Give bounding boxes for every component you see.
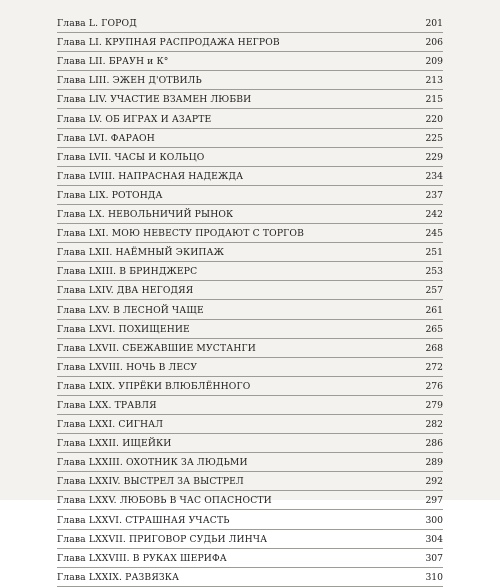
chapter-title: Глава LXXVII. ПРИГОВОР СУДЬИ ЛИНЧА — [57, 533, 268, 545]
chapter-title: Глава LXIII. В БРИНДЖЕРС — [57, 266, 198, 278]
chapter-title: Глава LXXIV. ВЫСТРЕЛ ЗА ВЫСТРЕЛ — [57, 476, 244, 488]
toc-entry — [57, 568, 443, 587]
chapter-title: Глава LXII. НАЁМНЫЙ ЭКИПАЖ — [57, 247, 225, 259]
chapter-title: Глава LXV. В ЛЕСНОЙ ЧАЩЕ — [57, 304, 204, 316]
toc-entry — [57, 109, 443, 128]
page-number: 209 — [425, 56, 443, 68]
toc-entry — [57, 453, 443, 472]
page-number: 253 — [425, 266, 443, 278]
toc-entry — [57, 129, 443, 148]
chapter-title: Глава LXVIII. НОЧЬ В ЛЕСУ — [57, 361, 198, 373]
chapter-title: Глава LXVI. ПОХИЩЕНИЕ — [57, 323, 190, 335]
chapter-title: Глава LXX. ТРАВЛЯ — [57, 399, 157, 411]
toc-entry — [57, 510, 443, 529]
chapter-title: Глава LXIV. ДВА НЕГОДЯЯ — [57, 285, 194, 297]
toc-entry — [57, 396, 443, 415]
chapter-title: Глава LXXII. ИЩЕЙКИ — [57, 438, 172, 450]
page-number: 215 — [425, 94, 443, 106]
toc-entry — [57, 491, 443, 510]
chapter-title: Глава LXVII. СБЕЖАВШИЕ МУСТАНГИ — [57, 342, 256, 354]
chapter-title: Глава LXXI. СИГНАЛ — [57, 419, 164, 431]
toc-entry — [57, 186, 443, 205]
page-number: 297 — [425, 495, 443, 507]
chapter-title: Глава LVIII. НАПРАСНАЯ НАДЕЖДА — [57, 170, 244, 182]
toc-entry — [57, 320, 443, 339]
chapter-title: Глава LXI. МОЮ НЕВЕСТУ ПРОДАЮТ С ТОРГОВ — [57, 228, 304, 240]
chapter-title: Глава LXXIX. РАЗВЯЗКА — [57, 571, 180, 583]
chapter-title: Глава LI. КРУПНАЯ РАСПРОДАЖА НЕГРОВ — [57, 37, 280, 49]
page-number: 310 — [425, 571, 443, 583]
toc-entry — [57, 339, 443, 358]
toc-entry — [57, 549, 443, 568]
toc-entry — [57, 33, 443, 52]
chapter-title: Глава LXXV. ЛЮБОВЬ В ЧАС ОПАСНОСТИ — [57, 495, 272, 507]
page-number: 272 — [425, 361, 443, 373]
toc-entry — [57, 358, 443, 377]
table-of-contents — [57, 14, 443, 587]
page-number: 251 — [425, 247, 443, 259]
chapter-title: Глава LIX. РОТОНДА — [57, 189, 163, 201]
toc-entry — [57, 434, 443, 453]
page-number: 261 — [425, 304, 443, 316]
toc-entry — [57, 71, 443, 90]
chapter-title: Глава L. ГОРОД — [57, 18, 137, 30]
toc-entry — [57, 530, 443, 549]
page-number: 307 — [425, 552, 443, 564]
page-number: 276 — [425, 380, 443, 392]
page-number: 300 — [425, 514, 443, 526]
chapter-title: Глава LXXIII. ОХОТНИК ЗА ЛЮДЬМИ — [57, 457, 248, 469]
toc-entry — [57, 472, 443, 491]
chapter-title: Глава LVII. ЧАСЫ И КОЛЬЦО — [57, 151, 205, 163]
toc-entry — [57, 415, 443, 434]
toc-entry — [57, 14, 443, 33]
page-number: 234 — [425, 170, 443, 182]
toc-entry — [57, 377, 443, 396]
page-number: 213 — [425, 75, 443, 87]
page-number: 257 — [425, 285, 443, 297]
chapter-title: Глава LVI. ФАРАОН — [57, 132, 155, 144]
page-number: 292 — [425, 476, 443, 488]
toc-entry — [57, 205, 443, 224]
toc-entry — [57, 167, 443, 186]
toc-entry — [57, 300, 443, 319]
toc-entry — [57, 224, 443, 243]
chapter-title: Глава LXXVI. СТРАШНАЯ УЧАСТЬ — [57, 514, 230, 526]
page-number: 282 — [425, 419, 443, 431]
chapter-title: Глава LII. БРАУН и К° — [57, 56, 169, 68]
page-number: 220 — [425, 113, 443, 125]
toc-entry — [57, 52, 443, 71]
toc-entry — [57, 148, 443, 167]
toc-entry — [57, 281, 443, 300]
page-number: 268 — [425, 342, 443, 354]
page-number: 286 — [425, 438, 443, 450]
chapter-title: Глава LXIX. УПРЁКИ ВЛЮБЛЁННОГО — [57, 380, 251, 392]
chapter-title: Глава LX. НЕВОЛЬНИЧИЙ РЫНОК — [57, 209, 234, 221]
toc-entry — [57, 90, 443, 109]
chapter-title: Глава LIV. УЧАСТИЕ ВЗАМЕН ЛЮБВИ — [57, 94, 252, 106]
chapter-title: Глава LIII. ЭЖЕН Д'ОТВИЛЬ — [57, 75, 202, 87]
page-number: 201 — [425, 18, 443, 30]
page-number: 237 — [425, 189, 443, 201]
page-number: 245 — [425, 228, 443, 240]
page-number: 304 — [425, 533, 443, 545]
chapter-title: Глава LXXVIII. В РУКАХ ШЕРИФА — [57, 552, 227, 564]
page-number: 229 — [425, 151, 443, 163]
page-number: 225 — [425, 132, 443, 144]
page-number: 279 — [425, 399, 443, 411]
toc-entry — [57, 243, 443, 262]
page-number: 289 — [425, 457, 443, 469]
page-number: 206 — [425, 37, 443, 49]
chapter-title: Глава LV. ОБ ИГРАХ И АЗАРТЕ — [57, 113, 212, 125]
page-number: 242 — [425, 209, 443, 221]
toc-entry — [57, 262, 443, 281]
page-number: 265 — [425, 323, 443, 335]
